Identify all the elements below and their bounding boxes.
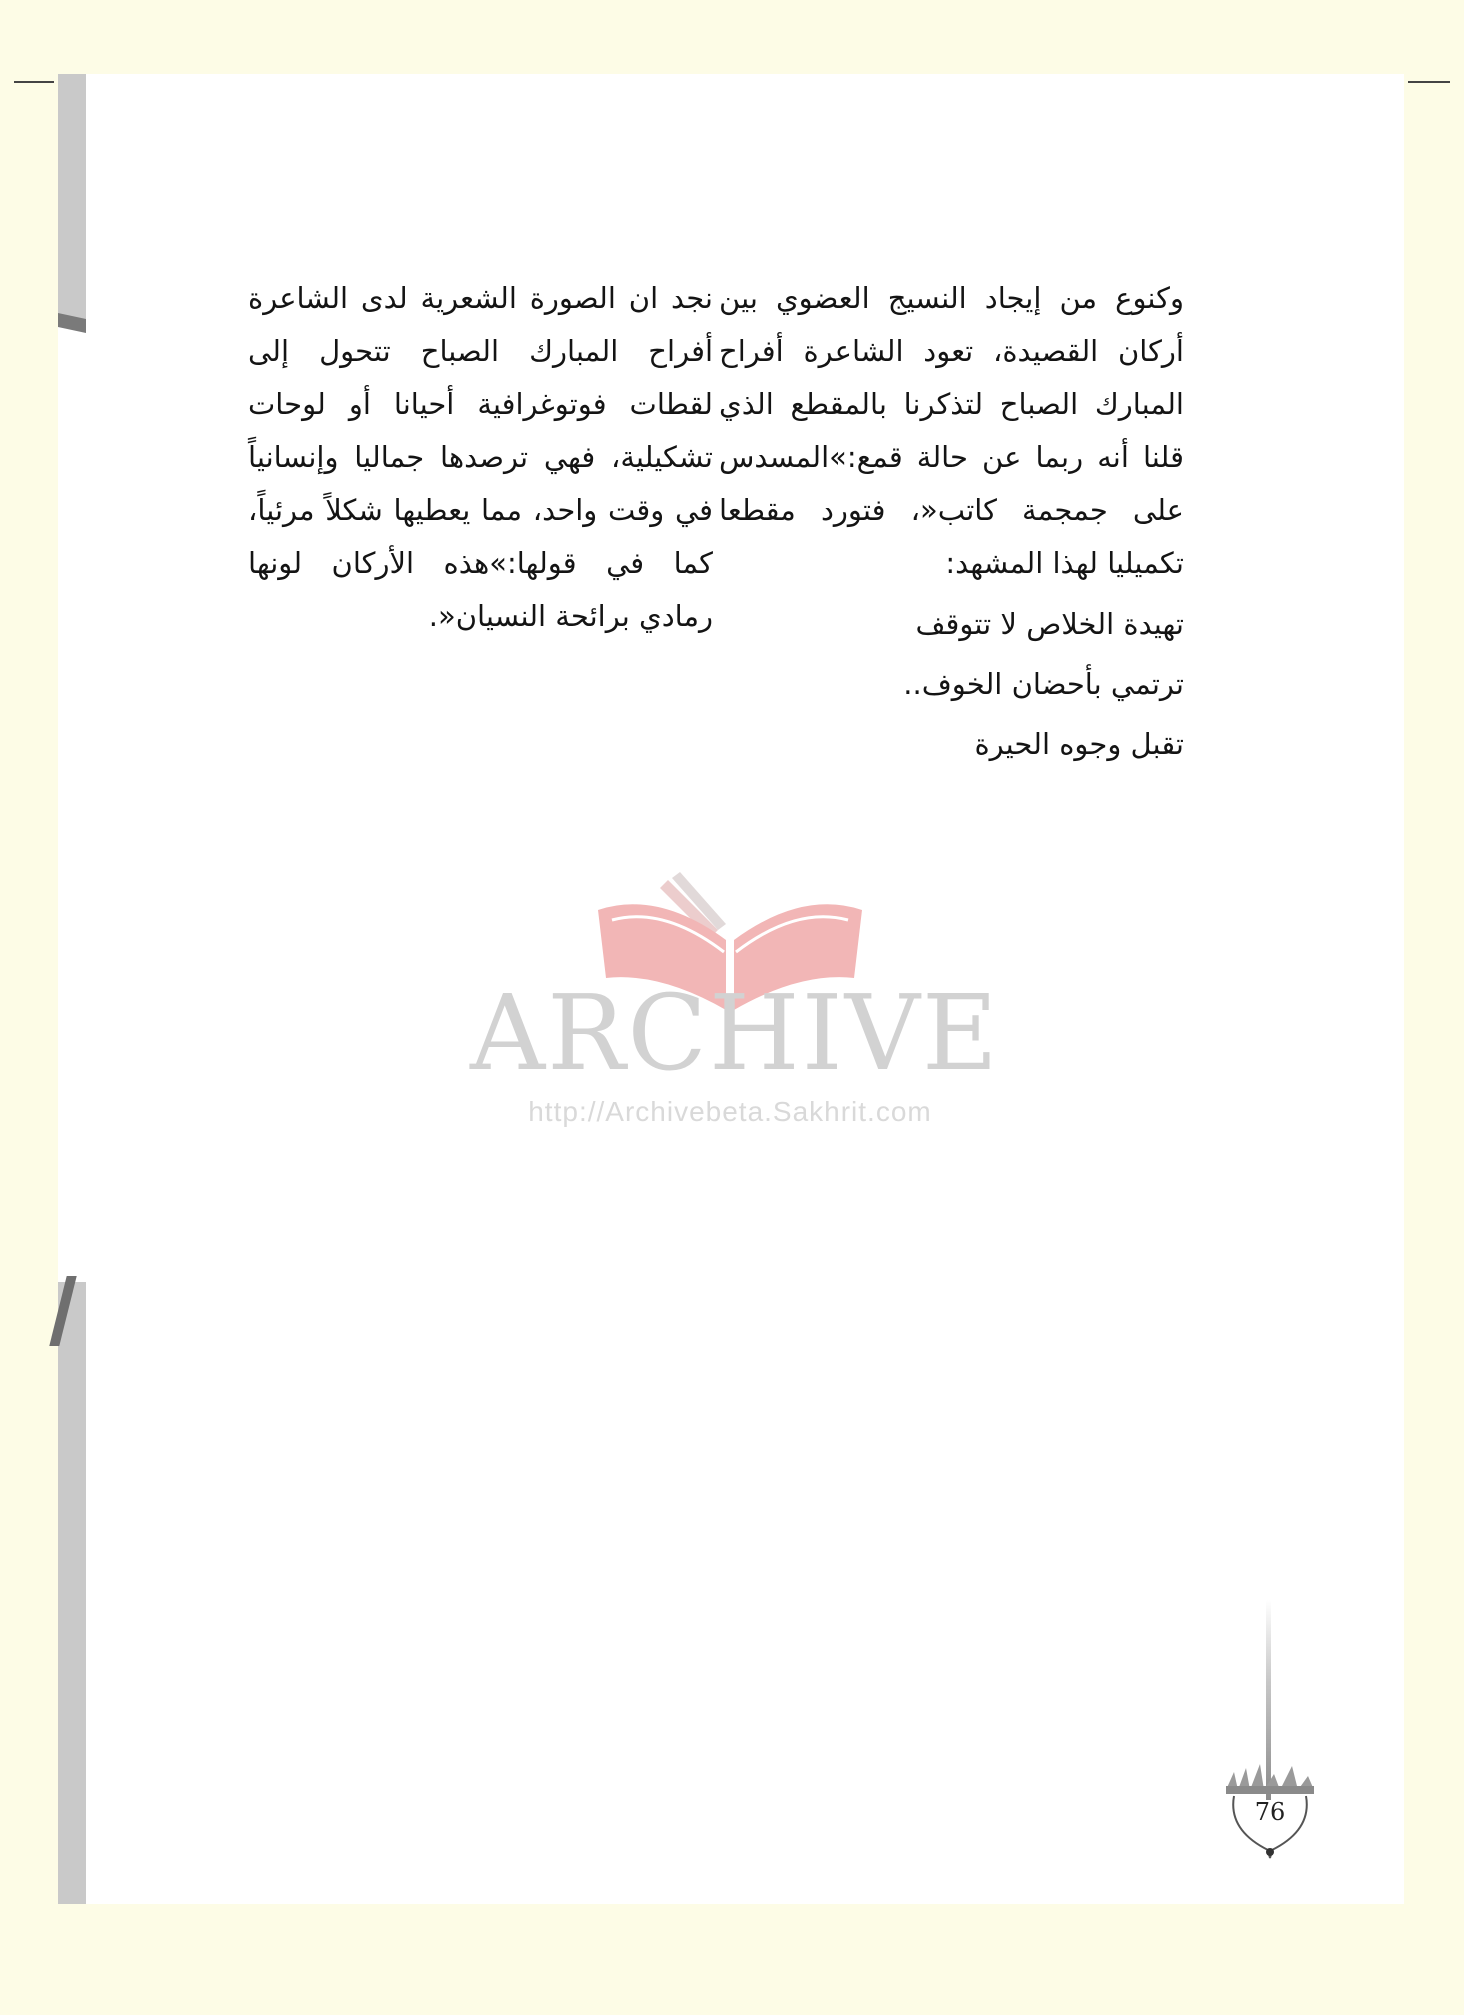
page-footer [1220,1600,1320,1860]
watermark-url: http://Archivebeta.Sakhrit.com [528,1096,932,1127]
text-column-right [719,272,1184,774]
body-paragraph-right: وكنوع من إيجاد النسيج العضوي بين أركان القصيدة، تعود الشاعرة أفراح المبارك الصباح لتذكرنا بالمقطع الذي قلنا أنه ربما عن حالة قمع:»المسدس على جمجمة كاتب«، فتورد مقطعا تكميليا لهذا المشهد: [719,281,1184,580]
verse-line: تهيدة الخلاص لا تتوقف [915,607,1184,641]
margin-bar-bottom [58,1282,86,1904]
crop-mark-right [1408,81,1450,83]
verse-line: ترتمي بأحضان الخوف.. [903,667,1184,701]
margin-bar-top [58,74,86,324]
text-column-left [248,272,713,643]
archive-watermark [470,860,1000,1140]
page-number: 76 [1254,1798,1286,1826]
body-paragraph-left: نجد ان الصورة الشعرية لدى الشاعرة أفراح المبارك الصباح تتحول إلى لقطات فوتوغرافية أحيانا أو لوحات تشكيلية، فهي ترصدها جماليا وإنسانياً في وقت واحد، مما يعطيها شكلاً مرئياً، كما في قولها:»هذه الأركان لونها رمادي برائحة النسيان«. [248,281,713,633]
crop-mark-left [14,81,54,83]
watermark-title: ARCHIVE [470,972,1000,1094]
verse-line: تقبل وجوه الحيرة [974,727,1184,761]
